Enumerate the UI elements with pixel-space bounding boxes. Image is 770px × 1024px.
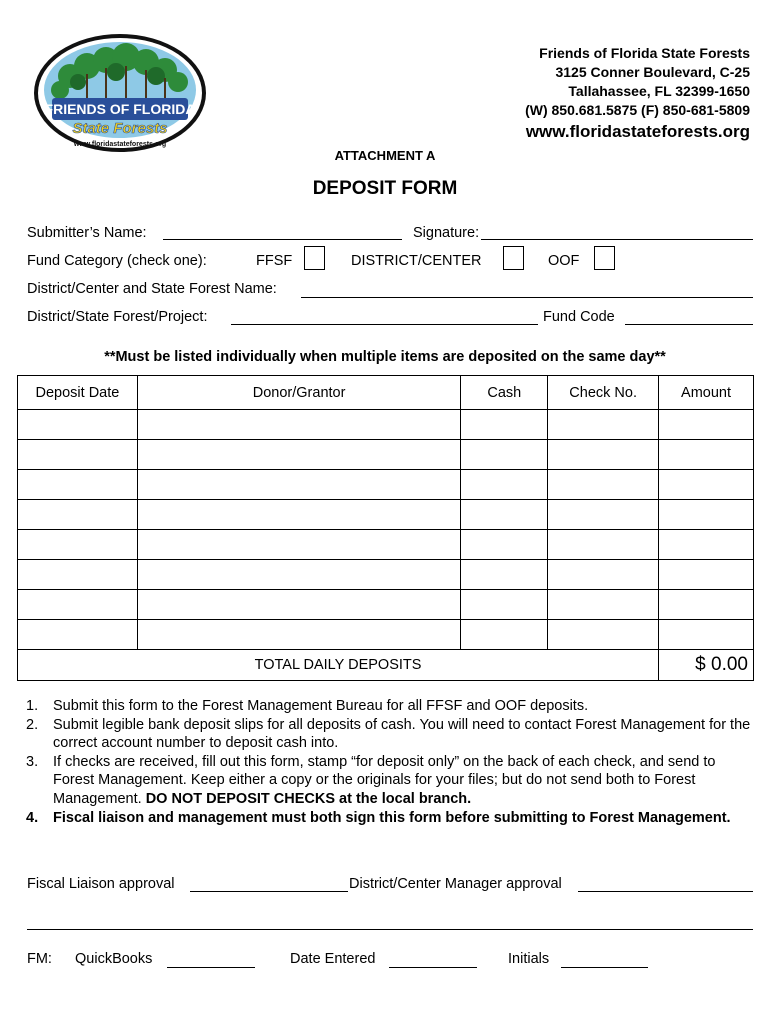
instruction-text: Submit legible bank deposit slips for all deposits of cash. You will need to contact Forest Management for the correct account number to deposit cash into.	[53, 716, 751, 752]
fund-code-field[interactable]	[625, 324, 753, 325]
table-row	[18, 560, 754, 590]
check-no-cell[interactable]	[548, 560, 659, 590]
organization-logo	[32, 32, 208, 154]
total-daily-deposits-label: TOTAL DAILY DEPOSITS	[18, 650, 659, 681]
fund-code-label: Fund Code	[543, 309, 615, 325]
deposit-date-cell[interactable]	[18, 530, 138, 560]
check-no-cell[interactable]	[548, 620, 659, 650]
check-no-cell[interactable]	[548, 410, 659, 440]
instruction-text: Fiscal liaison and management must both sign this form before submitting to Forest Management.	[53, 809, 731, 826]
instruction-number: 3.	[26, 753, 39, 770]
submitter-name-label: Submitter’s Name:	[27, 225, 147, 241]
deposit-date-cell[interactable]	[18, 560, 138, 590]
date-entered-label: Date Entered	[290, 951, 376, 967]
fund-option-district-checkbox[interactable]	[503, 246, 524, 270]
amount-cell[interactable]	[659, 410, 754, 440]
instruction-number: 4.	[26, 809, 39, 826]
donor-grantor-cell[interactable]	[137, 500, 461, 530]
project-label: District/State Forest/Project:	[27, 309, 208, 325]
amount-cell[interactable]	[659, 590, 754, 620]
logo-url-text: www.floridastateforests.org	[73, 141, 167, 148]
cash-cell[interactable]	[461, 620, 548, 650]
quickbooks-field[interactable]	[167, 967, 255, 968]
instruction-item	[26, 697, 756, 716]
itemize-notice: **Must be listed individually when multiple items are deposited on the same day**	[104, 349, 666, 365]
initials-label: Initials	[508, 951, 550, 967]
project-field[interactable]	[231, 324, 538, 325]
check-no-cell[interactable]	[548, 590, 659, 620]
column-header-donor-grantor: Donor/Grantor	[137, 376, 461, 410]
donor-grantor-cell[interactable]	[137, 590, 461, 620]
org-city: Tallahassee, FL 32399-1650	[568, 83, 750, 99]
cash-cell[interactable]	[461, 500, 548, 530]
total-row	[18, 650, 754, 681]
form-title: DEPOSIT FORM	[312, 178, 458, 199]
table-row	[18, 410, 754, 440]
check-no-cell[interactable]	[548, 500, 659, 530]
org-website-link[interactable]: www.floridastateforests.org	[525, 122, 750, 141]
cash-cell[interactable]	[461, 440, 548, 470]
instructions-list	[26, 697, 756, 827]
table-row	[18, 590, 754, 620]
donor-grantor-cell[interactable]	[137, 470, 461, 500]
check-no-cell[interactable]	[548, 530, 659, 560]
logo-text-line2: State Forests	[72, 120, 168, 137]
amount-cell[interactable]	[659, 560, 754, 590]
organization-address-block	[525, 44, 750, 144]
logo-text-line1: FRIENDS OF FLORIDA	[44, 101, 196, 117]
amount-cell[interactable]	[659, 530, 754, 560]
check-no-cell[interactable]	[548, 440, 659, 470]
check-no-cell[interactable]	[548, 470, 659, 500]
deposit-date-cell[interactable]	[18, 440, 138, 470]
district-forest-name-field[interactable]	[301, 297, 753, 298]
amount-cell[interactable]	[659, 440, 754, 470]
cash-cell[interactable]	[461, 590, 548, 620]
logo-graphic	[32, 32, 208, 154]
submitter-name-field[interactable]	[163, 239, 402, 240]
instruction-warning: DO NOT DEPOSIT CHECKS at the local branch.	[145, 790, 472, 807]
fund-option-ffsf-checkbox[interactable]	[304, 246, 325, 270]
deposit-date-cell[interactable]	[18, 500, 138, 530]
deposit-date-cell[interactable]	[18, 620, 138, 650]
column-header-cash: Cash	[461, 376, 548, 410]
fm-label: FM:	[27, 951, 52, 967]
donor-grantor-cell[interactable]	[137, 560, 461, 590]
deposit-date-cell[interactable]	[18, 590, 138, 620]
manager-approval-field[interactable]	[578, 891, 753, 892]
attachment-label: ATTACHMENT A	[334, 148, 436, 163]
district-forest-name-label: District/Center and State Forest Name:	[27, 281, 277, 297]
instruction-number: 2.	[26, 716, 39, 733]
fund-option-oof-label: OOF	[548, 253, 580, 269]
amount-cell[interactable]	[659, 470, 754, 500]
deposit-date-cell[interactable]	[18, 470, 138, 500]
column-header-check-no: Check No.	[548, 376, 659, 410]
column-header-amount: Amount	[659, 376, 754, 410]
fund-option-district-label: DISTRICT/CENTER	[351, 253, 482, 269]
instruction-number: 1.	[26, 698, 39, 714]
instruction-item	[26, 753, 756, 809]
divider-line	[27, 929, 753, 930]
donor-grantor-cell[interactable]	[137, 440, 461, 470]
fund-option-oof-checkbox[interactable]	[594, 246, 615, 270]
deposit-table	[17, 375, 754, 681]
table-header-row	[18, 376, 754, 410]
signature-field[interactable]	[481, 239, 753, 240]
date-entered-field[interactable]	[389, 967, 477, 968]
cash-cell[interactable]	[461, 560, 548, 590]
table-row	[18, 440, 754, 470]
quickbooks-label: QuickBooks	[75, 951, 153, 967]
org-phone: (W) 850.681.5875 (F) 850-681-5809	[525, 102, 750, 118]
cash-cell[interactable]	[461, 470, 548, 500]
amount-cell[interactable]	[659, 500, 754, 530]
table-row	[18, 470, 754, 500]
cash-cell[interactable]	[461, 530, 548, 560]
donor-grantor-cell[interactable]	[137, 410, 461, 440]
deposit-date-cell[interactable]	[18, 410, 138, 440]
total-daily-deposits-value: $ 0.00	[659, 650, 754, 681]
table-row	[18, 620, 754, 650]
org-address: 3125 Conner Boulevard, C-25	[555, 64, 750, 80]
fiscal-liaison-approval-field[interactable]	[190, 891, 348, 892]
column-header-deposit-date: Deposit Date	[18, 376, 138, 410]
instruction-item	[26, 809, 756, 828]
fiscal-liaison-approval-label: Fiscal Liaison approval	[27, 876, 175, 892]
cash-cell[interactable]	[461, 410, 548, 440]
instruction-text: If checks are received, fill out this form, stamp “for deposit only” on the back of each check, and send to Forest Management. Keep either a copy or the originals for your files; but do not send both to Forest Management.	[53, 753, 716, 807]
donor-grantor-cell[interactable]	[137, 530, 461, 560]
table-row	[18, 500, 754, 530]
amount-cell[interactable]	[659, 620, 754, 650]
donor-grantor-cell[interactable]	[137, 620, 461, 650]
manager-approval-label: District/Center Manager approval	[349, 876, 562, 892]
signature-label: Signature:	[413, 225, 480, 241]
fund-option-ffsf-label: FFSF	[256, 253, 293, 269]
initials-field[interactable]	[561, 967, 648, 968]
instruction-text: Submit this form to the Forest Management Bureau for all FFSF and OOF deposits.	[53, 698, 589, 714]
org-name: Friends of Florida State Forests	[539, 45, 750, 61]
fund-category-label: Fund Category (check one):	[27, 253, 207, 269]
instruction-item	[26, 716, 756, 753]
table-row	[18, 530, 754, 560]
